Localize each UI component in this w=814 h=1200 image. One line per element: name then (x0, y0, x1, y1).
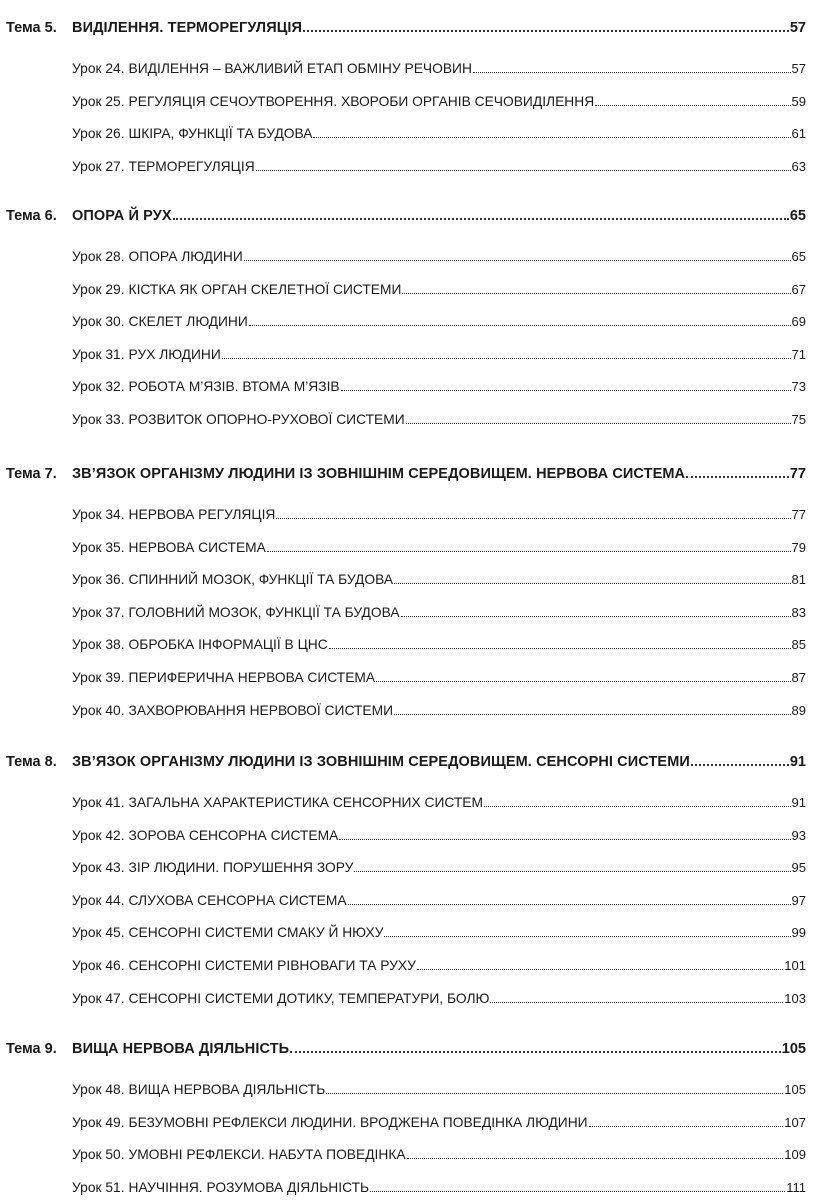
lesson-page-number: 79 (791, 539, 806, 555)
lesson-page-number: 103 (784, 990, 806, 1006)
dot-leader (691, 764, 789, 766)
lesson-title: ЗАГАЛЬНА ХАРАКТЕРИСТИКА СЕНСОРНИХ СИСТЕМ (128, 795, 483, 810)
lesson-row[interactable] (72, 1115, 806, 1130)
lesson-page-number: 89 (791, 702, 806, 718)
dot-leader (370, 1191, 785, 1192)
lesson-number: Урок 50. (72, 1147, 125, 1163)
lesson-page-number: 75 (791, 412, 806, 427)
dot-leader (406, 423, 791, 424)
topic-number: Тема 9. (6, 1041, 57, 1057)
lesson-number: Урок 29. (72, 281, 125, 297)
lesson-page-number: 69 (791, 314, 806, 330)
dot-leader (394, 714, 791, 715)
dot-leader (303, 30, 789, 32)
lesson-row[interactable] (72, 282, 806, 297)
lesson-number: Урок 26. (72, 126, 125, 142)
lesson-page-number: 81 (791, 572, 806, 588)
lesson-page-number: 101 (784, 958, 806, 973)
lesson-page-number: 97 (791, 892, 806, 908)
topic-title: ВИДІЛЕННЯ. ТЕРМОРЕГУЛЯЦІЯ (72, 20, 303, 36)
lesson-title: СЕНСОРНІ СИСТЕМИ РІВНОВАГИ ТА РУХУ (128, 958, 416, 973)
topic-page-number: 77 (789, 466, 806, 482)
lesson-page-number: 63 (791, 158, 806, 174)
lesson-number: Урок 39. (72, 670, 125, 685)
lesson-page-number: 57 (791, 61, 806, 76)
lesson-row[interactable] (72, 314, 806, 329)
topic-title: ВИЩА НЕРВОВА ДІЯЛЬНІСТЬ (72, 1041, 290, 1057)
lesson-row[interactable] (72, 572, 806, 587)
lesson-title: ПЕРИФЕРИЧНА НЕРВОВА СИСТЕМА (128, 670, 376, 685)
lesson-title: ЗАХВОРЮВАННЯ НЕРВОВОЇ СИСТЕМИ (128, 702, 393, 718)
topic-number: Тема 8. (6, 754, 57, 770)
lesson-title: КІСТКА ЯК ОРГАН СКЕЛЕТНОЇ СИСТЕМИ (128, 281, 402, 297)
topic-page-number: 57 (789, 20, 806, 36)
lesson-page-number: 85 (791, 637, 806, 653)
dot-leader (354, 871, 790, 872)
lesson-number: Урок 45. (72, 925, 125, 941)
dot-leader (394, 583, 791, 584)
lesson-page-number: 73 (791, 379, 806, 395)
lesson-row[interactable] (72, 637, 806, 652)
lesson-number: Урок 43. (72, 860, 125, 876)
dot-leader (686, 476, 789, 478)
lesson-title: ШКІРА, ФУНКЦІЇ ТА БУДОВА (128, 126, 313, 142)
dot-leader (249, 325, 791, 326)
lesson-title: НЕРВОВА СИСТЕМА (128, 539, 266, 555)
lesson-row[interactable] (72, 412, 806, 427)
lesson-number: Урок 38. (72, 637, 125, 653)
lesson-row[interactable] (72, 925, 806, 940)
lesson-number: Урок 36. (72, 572, 125, 588)
lesson-page-number: 99 (791, 925, 806, 941)
lesson-page-number: 67 (791, 281, 806, 297)
lesson-page-number: 77 (791, 507, 806, 522)
lesson-title: СПИННИЙ МОЗОК, ФУНКЦІЇ ТА БУДОВА (128, 572, 394, 588)
dot-leader (329, 648, 791, 649)
lesson-row[interactable] (72, 703, 806, 718)
dot-leader (313, 137, 790, 138)
lesson-title: ГОЛОВНИЙ МОЗОК, ФУНКЦІЇ ТА БУДОВА (128, 604, 400, 620)
lesson-title: НАУЧІННЯ. РОЗУМОВА ДІЯЛЬНІСТЬ (128, 1179, 370, 1195)
lesson-title: ОПОРА ЛЮДИНИ (128, 249, 243, 264)
lesson-row[interactable] (72, 1147, 806, 1162)
lesson-number: Урок 48. (72, 1082, 125, 1097)
topic-row[interactable] (6, 20, 806, 36)
lesson-number: Урок 40. (72, 702, 125, 718)
topic-title: ЗВ’ЯЗОК ОРГАНІЗМУ ЛЮДИНИ ІЗ ЗОВНІШНІМ СЕРЕДОВИЩЕМ. НЕРВОВА СИСТЕМА (72, 466, 686, 482)
dot-leader (407, 1158, 784, 1159)
lesson-page-number: 71 (791, 346, 806, 362)
lesson-page-number: 105 (784, 1082, 806, 1097)
topic-page-number: 105 (781, 1041, 806, 1057)
dot-leader (376, 681, 790, 682)
lesson-row[interactable] (72, 893, 806, 908)
lesson-title: ОБРОБКА ІНФОРМАЦІЇ В ЦНС (128, 637, 328, 653)
lesson-title: ВИДІЛЕННЯ – ВАЖЛИВИЙ ЕТАП ОБМІНУ РЕЧОВИН (128, 61, 472, 76)
lesson-row[interactable] (72, 507, 806, 522)
dot-leader (267, 551, 791, 552)
lesson-title: НЕРВОВА РЕГУЛЯЦІЯ (128, 507, 276, 522)
lesson-title: УМОВНІ РЕФЛЕКСИ. НАБУТА ПОВЕДІНКА (128, 1147, 406, 1163)
lesson-number: Урок 35. (72, 539, 125, 555)
lesson-number: Урок 49. (72, 1114, 125, 1130)
topic-row[interactable] (6, 754, 806, 770)
lesson-number: Урок 30. (72, 314, 125, 330)
lesson-page-number: 91 (791, 795, 806, 810)
lesson-row[interactable] (72, 347, 806, 362)
lesson-page-number: 93 (791, 827, 806, 843)
dot-leader (276, 518, 790, 519)
lesson-page-number: 95 (791, 860, 806, 876)
lesson-row[interactable] (72, 159, 806, 174)
dot-leader (341, 390, 791, 391)
lesson-number: Урок 32. (72, 379, 125, 395)
lesson-row[interactable] (72, 1082, 806, 1097)
lesson-page-number: 61 (791, 126, 806, 142)
lesson-number: Урок 47. (72, 990, 125, 1006)
lesson-title: ВИЩА НЕРВОВА ДІЯЛЬНІСТЬ (128, 1082, 326, 1097)
lesson-row[interactable] (72, 126, 806, 141)
dot-leader (401, 616, 791, 617)
topic-number: Тема 6. (6, 208, 57, 224)
lesson-page-number: 83 (791, 604, 806, 620)
lesson-row[interactable] (72, 958, 806, 973)
dot-leader (384, 936, 790, 937)
lesson-page-number: 87 (791, 670, 806, 685)
dot-leader (595, 105, 790, 106)
lesson-row[interactable] (72, 94, 806, 109)
dot-leader (589, 1126, 784, 1127)
lesson-number: Урок 37. (72, 604, 125, 620)
lesson-title: РЕГУЛЯЦІЯ СЕЧОУТВОРЕННЯ. ХВОРОБИ ОРГАНІВ СЕЧОВИДІЛЕННЯ (128, 93, 595, 109)
lesson-number: Урок 28. (72, 249, 125, 264)
lesson-number: Урок 34. (72, 507, 125, 522)
dot-leader (473, 72, 791, 73)
dot-leader (348, 904, 791, 905)
lesson-page-number: 111 (786, 1179, 806, 1195)
lesson-row[interactable] (72, 379, 806, 394)
dot-leader (173, 218, 789, 220)
lesson-title: РУХ ЛЮДИНИ (128, 346, 221, 362)
topic-title: ОПОРА Й РУХ (72, 208, 172, 224)
lesson-row[interactable] (72, 249, 806, 264)
lesson-row[interactable] (72, 670, 806, 685)
lesson-row[interactable] (72, 860, 806, 875)
lesson-number: Урок 44. (72, 892, 125, 908)
dot-leader (244, 260, 791, 261)
lesson-row[interactable] (72, 540, 806, 555)
dot-leader (326, 1093, 783, 1094)
lesson-page-number: 65 (791, 249, 806, 264)
lesson-number: Урок 25. (72, 93, 125, 109)
lesson-number: Урок 51. (72, 1179, 125, 1195)
lesson-title: ЗОРОВА СЕНСОРНА СИСТЕМА (128, 827, 339, 843)
lesson-page-number: 107 (784, 1114, 806, 1130)
lesson-title: СЕНСОРНІ СИСТЕМИ ДОТИКУ, ТЕМПЕРАТУРИ, БОЛЮ (128, 990, 490, 1006)
lesson-number: Урок 46. (72, 958, 125, 973)
lesson-row[interactable] (72, 795, 806, 810)
lesson-number: Урок 24. (72, 61, 125, 76)
lesson-number: Урок 27. (72, 158, 125, 174)
dot-leader (339, 839, 790, 840)
dot-leader (222, 358, 791, 359)
lesson-title: СЛУХОВА СЕНСОРНА СИСТЕМА (128, 892, 347, 908)
lesson-number: Урок 31. (72, 346, 125, 362)
lesson-title: БЕЗУМОВНІ РЕФЛЕКСИ ЛЮДИНИ. ВРОДЖЕНА ПОВЕДІНКА ЛЮДИНИ (128, 1114, 588, 1130)
topic-title: ЗВ’ЯЗОК ОРГАНІЗМУ ЛЮДИНИ ІЗ ЗОВНІШНІМ СЕРЕДОВИЩЕМ. СЕНСОРНІ СИСТЕМИ (72, 754, 690, 770)
lesson-number: Урок 41. (72, 795, 125, 810)
lesson-number: Урок 33. (72, 412, 125, 427)
topic-row[interactable] (6, 1041, 806, 1057)
lesson-row[interactable] (72, 991, 806, 1006)
dot-leader (490, 1002, 783, 1003)
topic-row[interactable] (6, 208, 806, 224)
topic-row[interactable] (6, 466, 806, 482)
lesson-title: СКЕЛЕТ ЛЮДИНИ (128, 314, 248, 330)
topic-page-number: 65 (789, 208, 806, 224)
lesson-row[interactable] (72, 605, 806, 620)
lesson-row[interactable] (72, 61, 806, 76)
dot-leader (484, 806, 791, 807)
topic-number: Тема 5. (6, 20, 57, 36)
lesson-row[interactable] (72, 1180, 806, 1195)
lesson-page-number: 59 (791, 93, 806, 109)
lesson-title: РОЗВИТОК ОПОРНО-РУХОВОЇ СИСТЕМИ (128, 412, 405, 427)
lesson-title: СЕНСОРНІ СИСТЕМИ СМАКУ Й НЮХУ (128, 925, 384, 941)
dot-leader (417, 969, 783, 970)
dot-leader (402, 293, 790, 294)
lesson-title: ЗІР ЛЮДИНИ. ПОРУШЕННЯ ЗОРУ (128, 860, 354, 876)
lesson-row[interactable] (72, 828, 806, 843)
lesson-title: РОБОТА М’ЯЗІВ. ВТОМА М’ЯЗІВ (128, 379, 340, 395)
lesson-number: Урок 42. (72, 827, 125, 843)
topic-page-number: 91 (789, 754, 806, 770)
lesson-title: ТЕРМОРЕГУЛЯЦІЯ (128, 158, 255, 174)
topic-number: Тема 7. (6, 466, 57, 482)
lesson-page-number: 109 (784, 1147, 806, 1163)
dot-leader (290, 1051, 781, 1053)
dot-leader (256, 170, 791, 171)
